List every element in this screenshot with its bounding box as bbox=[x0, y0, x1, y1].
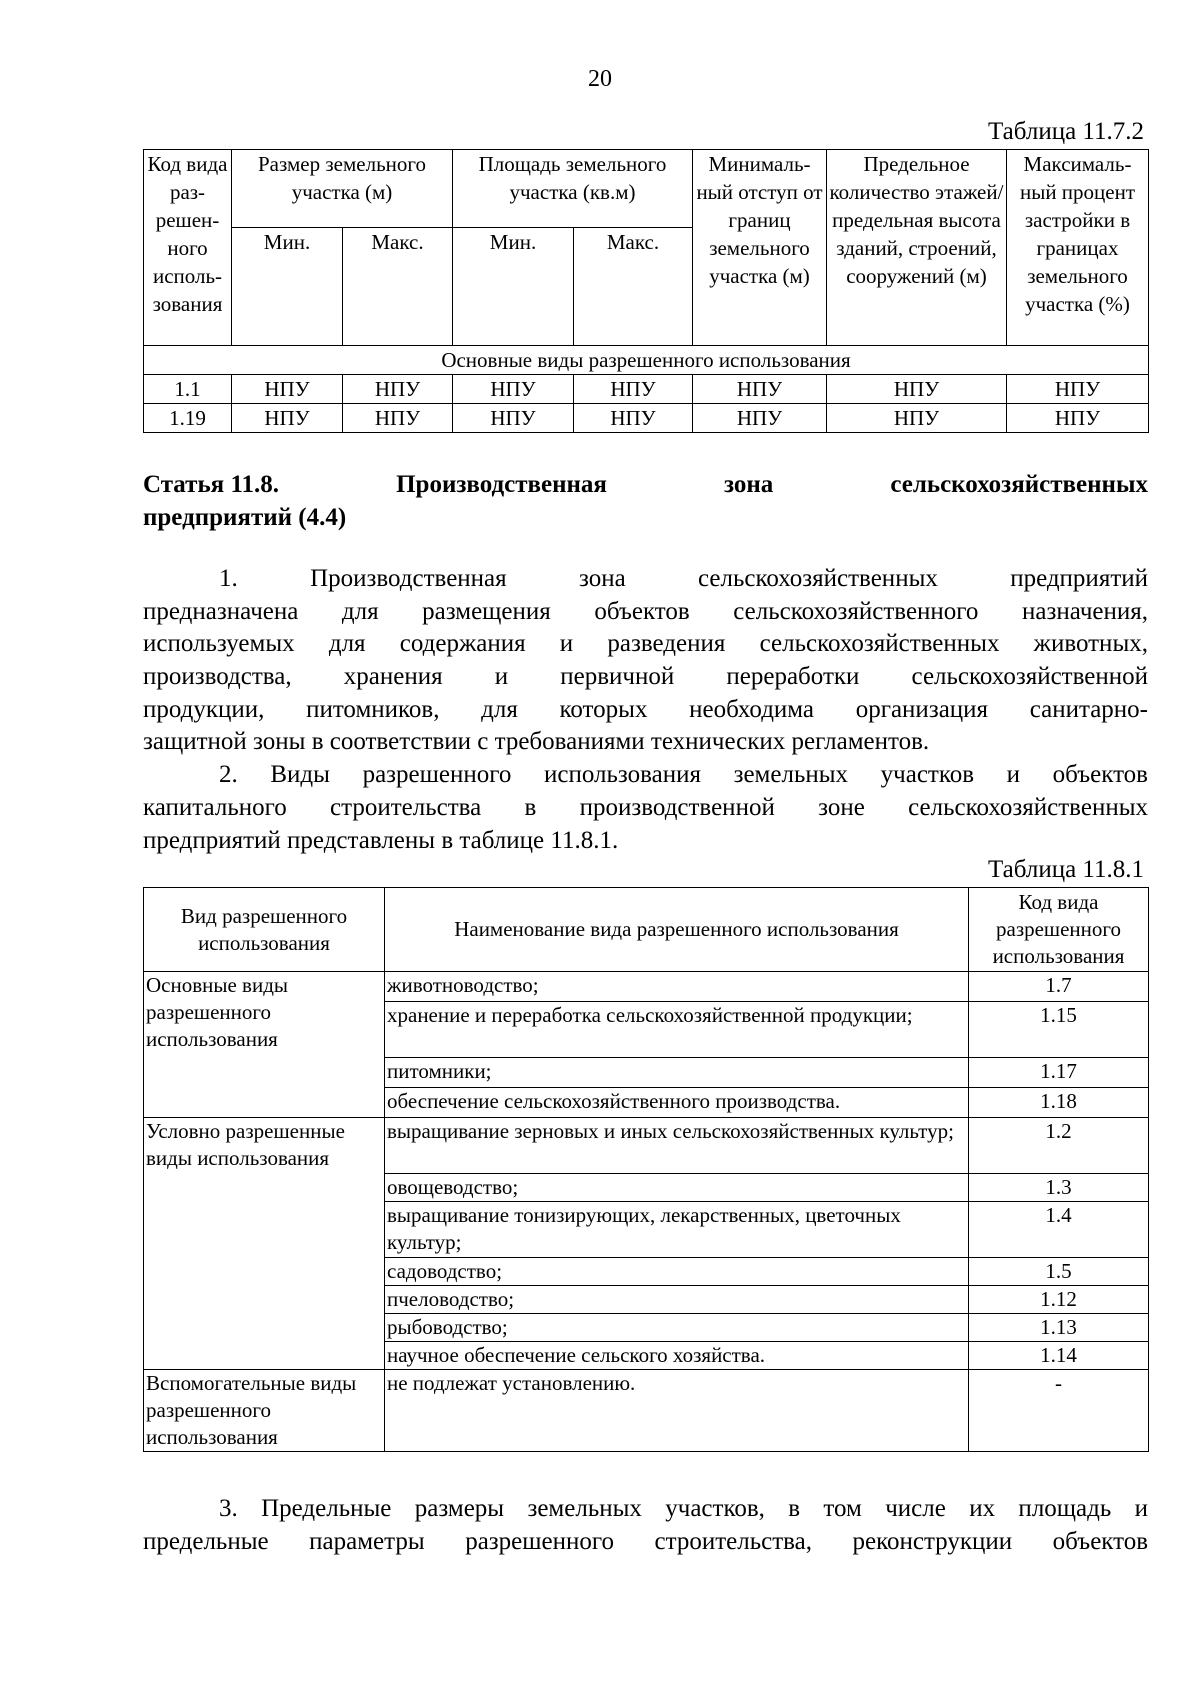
table-11-8-1 bbox=[143, 887, 1149, 1452]
text-line: капитального строительства в производственной зоне сельскохозяйственных bbox=[143, 793, 1148, 821]
use-name: выращивание зерновых и иных сельскохозяйственных культур; bbox=[385, 1118, 969, 1174]
use-code: 1.4 bbox=[969, 1202, 1149, 1258]
table-row bbox=[144, 1118, 1149, 1174]
cell: НПУ bbox=[343, 404, 453, 433]
header-area-min: Мин. bbox=[453, 228, 574, 346]
header-size: Размер земельного участка (м) bbox=[232, 150, 453, 228]
header-indent: Минималь- ный отступ от границ земельного участка (м) bbox=[693, 150, 827, 346]
cell: 1.1 bbox=[144, 375, 232, 404]
use-code: 1.15 bbox=[969, 1002, 1149, 1058]
cell: НПУ bbox=[453, 375, 574, 404]
group-label: Вспомогательные виды разрешенного использования bbox=[144, 1370, 385, 1452]
text-line: предельные параметры разрешенного строительства, реконструкции объектов bbox=[143, 1527, 1148, 1555]
use-code: 1.17 bbox=[969, 1058, 1149, 1088]
header-kind: Вид разрешенного использования bbox=[144, 888, 385, 972]
group-label: Основные виды разрешенного использования bbox=[144, 972, 385, 1118]
cell: 1.19 bbox=[144, 404, 232, 433]
table-row bbox=[144, 375, 1149, 404]
use-name: садоводство; bbox=[385, 1258, 969, 1286]
cell: НПУ bbox=[574, 404, 693, 433]
use-code: 1.2 bbox=[969, 1118, 1149, 1174]
cell: НПУ bbox=[453, 404, 574, 433]
table1-section: Основные виды разрешенного использования bbox=[144, 346, 1149, 375]
heading-word: сельскохозяйственных bbox=[890, 471, 1148, 498]
header-area-max: Макс. bbox=[574, 228, 693, 346]
paragraph-1 bbox=[143, 563, 1148, 857]
header-size-max: Макс. bbox=[343, 228, 453, 346]
text-line: предприятий представлены в таблице 11.8.1. bbox=[143, 826, 619, 854]
use-name: научное обеспечение сельского хозяйства. bbox=[385, 1342, 969, 1370]
use-code: 1.18 bbox=[969, 1088, 1149, 1118]
use-name: обеспечение сельскохозяйственного производства. bbox=[385, 1088, 969, 1118]
use-name: овощеводство; bbox=[385, 1174, 969, 1202]
table1-caption: Таблица 11.7.2 bbox=[988, 118, 1144, 145]
heading-line: предприятий (4.4) bbox=[143, 504, 347, 531]
page-number: 20 bbox=[588, 66, 612, 92]
use-code: 1.3 bbox=[969, 1174, 1149, 1202]
cell: НПУ bbox=[1007, 404, 1149, 433]
heading-word: Статья 11.8. bbox=[143, 471, 280, 498]
use-code: - bbox=[969, 1370, 1149, 1452]
use-name: не подлежат установлению. bbox=[385, 1370, 969, 1452]
use-name: питомники; bbox=[385, 1058, 969, 1088]
text-line: продукции, питомников, для которых необходима организация санитарно- bbox=[143, 695, 1148, 723]
text-line: 1. Производственная зона сельскохозяйственных предприятий bbox=[219, 565, 1148, 592]
use-name: хранение и переработка сельскохозяйственной продукции; bbox=[385, 1002, 969, 1058]
text-line: производства, хранения и первичной переработки сельскохозяйственной bbox=[143, 663, 1148, 691]
text-line: предназначена для размещения объектов сельскохозяйственного назначения, bbox=[143, 597, 1148, 625]
use-code: 1.14 bbox=[969, 1342, 1149, 1370]
cell: НПУ bbox=[343, 375, 453, 404]
cell: НПУ bbox=[574, 375, 693, 404]
article-heading bbox=[143, 468, 1148, 534]
table-row bbox=[144, 972, 1149, 1002]
header-size-min: Мин. bbox=[232, 228, 343, 346]
heading-word: зона bbox=[724, 471, 774, 498]
heading-word: Производственная bbox=[396, 471, 607, 498]
table-11-7-2 bbox=[143, 149, 1149, 433]
use-code: 1.13 bbox=[969, 1314, 1149, 1342]
cell: НПУ bbox=[827, 375, 1007, 404]
text-line: защитной зоны в соответствии с требованиями технических регламентов. bbox=[143, 728, 930, 756]
paragraph-3 bbox=[143, 1493, 1148, 1558]
cell: НПУ bbox=[232, 404, 343, 433]
text-line: 2. Виды разрешенного использования земельных участков и объектов bbox=[219, 761, 1148, 789]
header-code: Код вида раз- решен- ного исполь- зования bbox=[144, 150, 232, 346]
use-name: рыбоводство; bbox=[385, 1314, 969, 1342]
table-row bbox=[144, 1370, 1149, 1452]
use-name: пчеловодство; bbox=[385, 1286, 969, 1314]
header-name: Наименование вида разрешенного использования bbox=[385, 888, 969, 972]
use-code: 1.12 bbox=[969, 1286, 1149, 1314]
table2-caption: Таблица 11.8.1 bbox=[988, 856, 1144, 883]
header-percent: Максималь- ный процент застройки в границах земельного участка (%) bbox=[1007, 150, 1149, 346]
header-area: Площадь земельного участка (кв.м) bbox=[453, 150, 693, 228]
group-label: Условно разрешенные виды использования bbox=[144, 1118, 385, 1370]
use-code: 1.5 bbox=[969, 1258, 1149, 1286]
cell: НПУ bbox=[827, 404, 1007, 433]
table-row bbox=[144, 404, 1149, 433]
text-line: 3. Предельные размеры земельных участков, в том числе их площадь и bbox=[219, 1495, 1148, 1522]
cell: НПУ bbox=[1007, 375, 1149, 404]
cell: НПУ bbox=[693, 375, 827, 404]
use-name: животноводство; bbox=[385, 972, 969, 1002]
cell: НПУ bbox=[693, 404, 827, 433]
header-code: Код вида разрешенного использования bbox=[969, 888, 1149, 972]
header-floors: Предельное количество этажей/ предельная высота зданий, строений, сооружений (м) bbox=[827, 150, 1007, 346]
text-line: используемых для содержания и разведения сельскохозяйственных животных, bbox=[143, 630, 1148, 658]
use-code: 1.7 bbox=[969, 972, 1149, 1002]
cell: НПУ bbox=[232, 375, 343, 404]
use-name: выращивание тонизирующих, лекарственных, цветочных культур; bbox=[385, 1202, 969, 1258]
